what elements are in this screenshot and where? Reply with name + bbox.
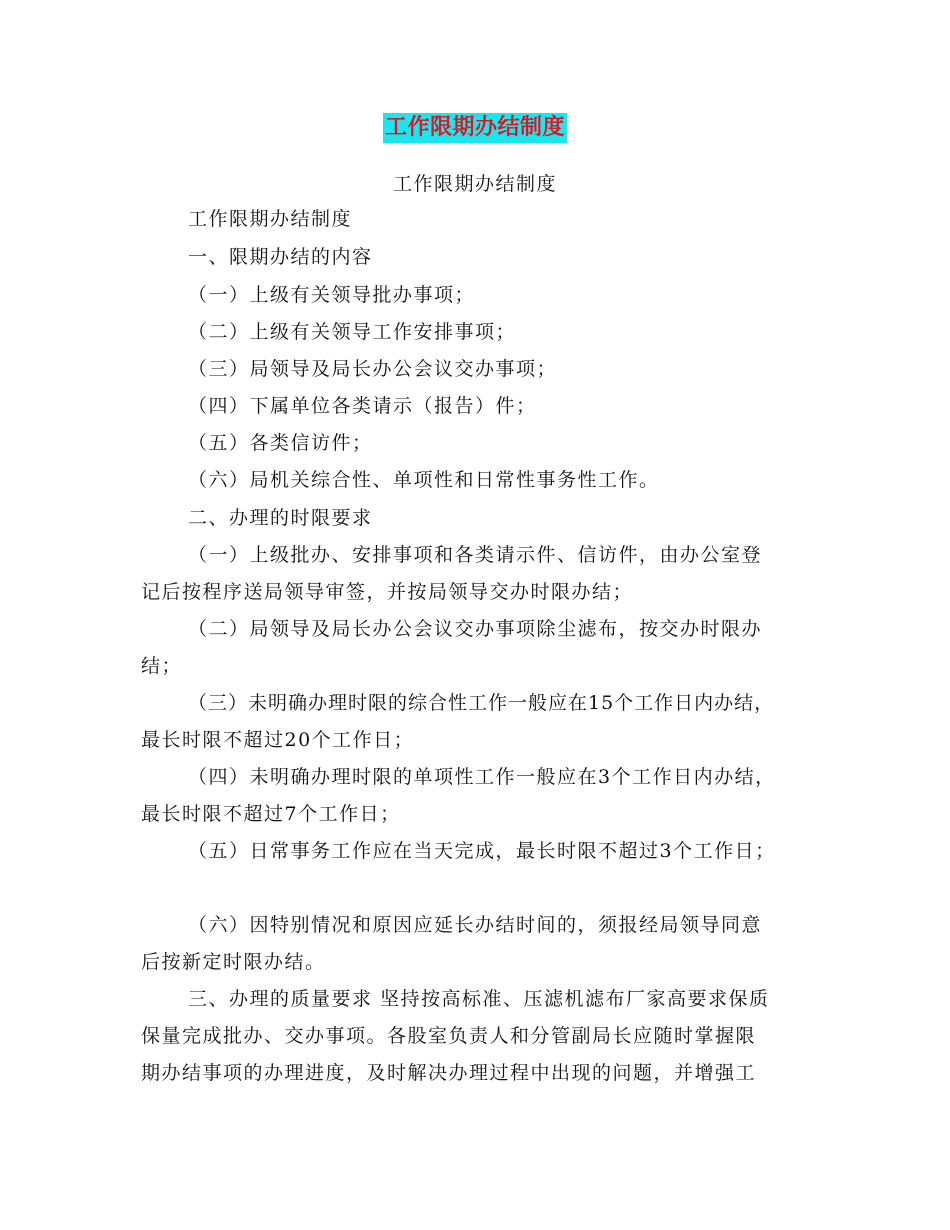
section-heading: 一、限期办结的内容 (188, 246, 373, 268)
paragraph-line: （五）日常事务工作应在当天完成，最长时限不超过3个工作日； (188, 840, 776, 862)
paragraph-line: 后按新定时限办结。 (141, 951, 326, 973)
paragraph-line: （一）上级批办、安排事项和各类请示件、信访件，由办公室登 (188, 544, 763, 566)
title-container (0, 113, 950, 143)
paragraph-line: （二）局领导及局长办公会议交办事项除尘滤布，按交办时限办 (188, 618, 763, 640)
paragraph-line: 保量完成批办、交办事项。各股室负责人和分管副局长应随时掌握限 (141, 1025, 757, 1047)
paragraph-line: 工作限期办结制度 (188, 208, 353, 230)
paragraph-line: （三）未明确办理时限的综合性工作一般应在15个工作日内办结， (188, 692, 775, 714)
paragraph-line: （六）因特别情况和原因应延长办结时间的，须报经局领导同意 (188, 914, 763, 936)
list-item: （一）上级有关领导批办事项； (188, 284, 476, 306)
paragraph-line: 记后按程序送局领导审签，并按局领导交办时限办结； (141, 581, 634, 603)
paragraph-line: （四）未明确办理时限的单项性工作一般应在3个工作日内办结， (188, 766, 776, 788)
paragraph-line: 最长时限不超过20个工作日； (141, 729, 415, 751)
list-item: （四）下属单位各类请示（报告）件； (188, 395, 537, 417)
paragraph-line: 结； (141, 655, 183, 677)
list-item: （二）上级有关领导工作安排事项； (188, 321, 517, 343)
list-item: （六）局机关综合性、单项性和日常性事务性工作。 (188, 469, 660, 491)
paragraph-line: 期办结事项的办理进度，及时解决办理过程中出现的问题，并增强工 (141, 1062, 757, 1084)
document-title: 工作限期办结制度 (383, 113, 567, 143)
paragraph-line: 最长时限不超过7个工作日； (141, 803, 401, 825)
list-item: （五）各类信访件； (188, 432, 373, 454)
paragraph-line: 三、办理的质量要求 坚持按高标准、压滤机滤布厂家高要求保质 (188, 988, 770, 1010)
document-subtitle: 工作限期办结制度 (392, 173, 557, 195)
list-item: （三）局领导及局长办公会议交办事项； (188, 358, 558, 380)
section-heading: 二、办理的时限要求 (188, 507, 373, 529)
